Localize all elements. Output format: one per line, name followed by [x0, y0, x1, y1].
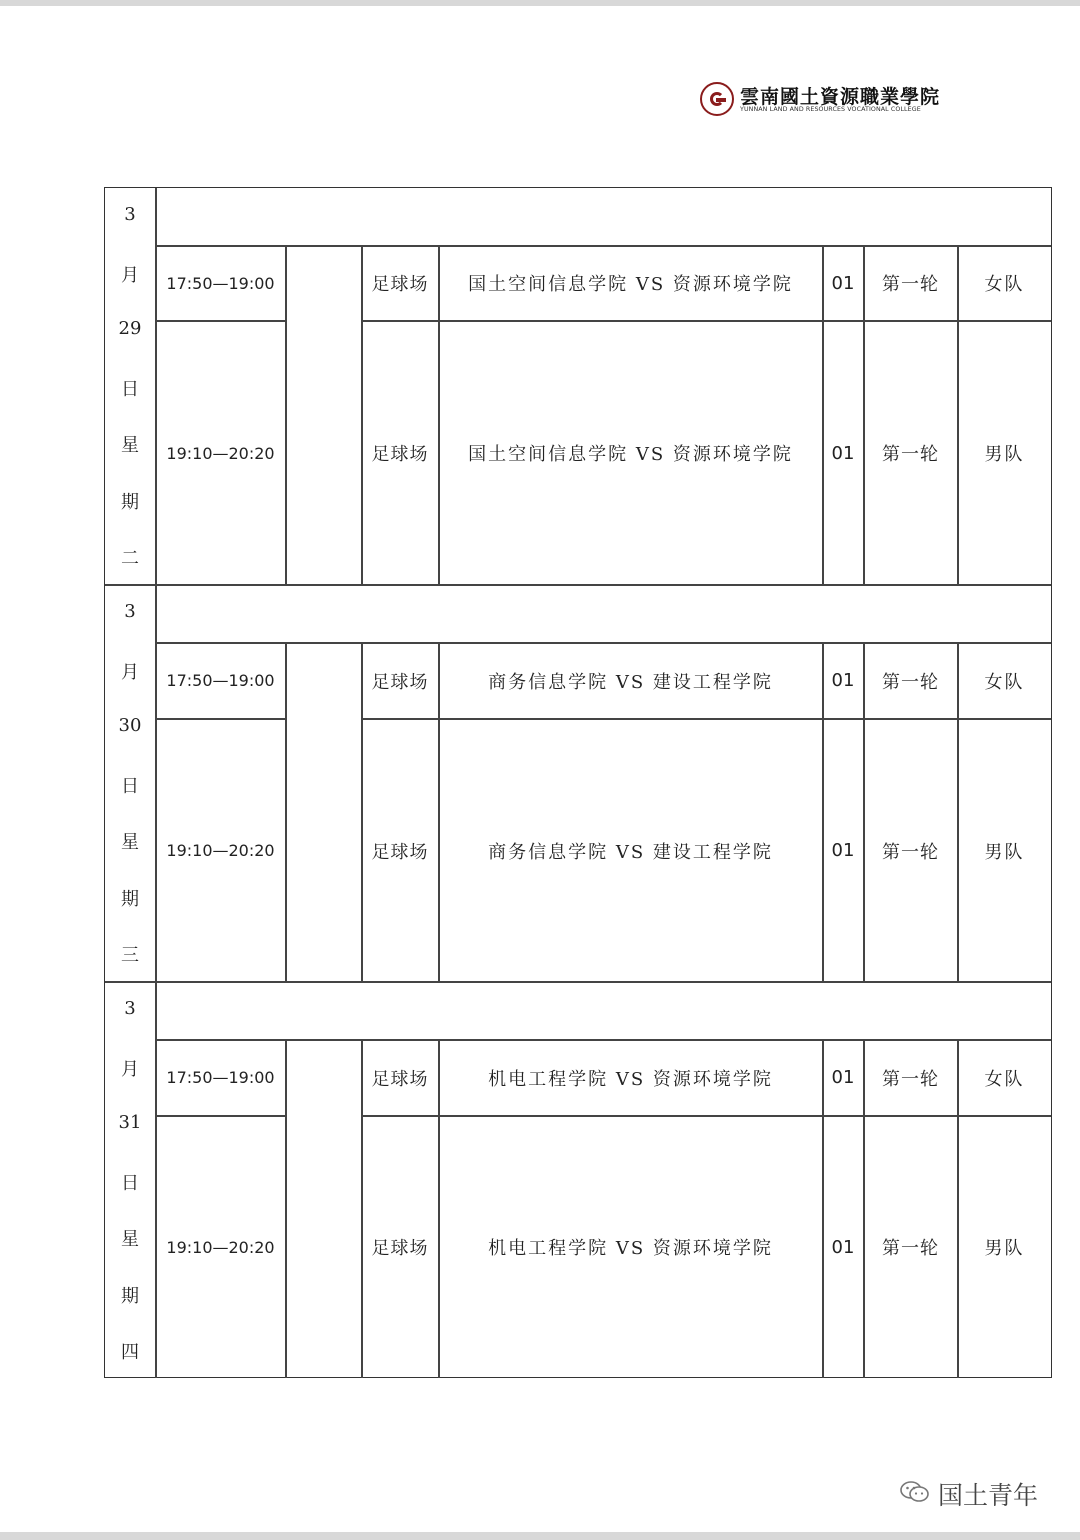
venue-cell: 足球场 — [371, 671, 429, 693]
bottom-band — [0, 1532, 1080, 1540]
date-char: 3 — [124, 998, 136, 1019]
venue-cell: 足球场 — [371, 274, 429, 295]
round-cell: 第一轮 — [882, 841, 939, 863]
match-cell: 机电工程学院 VS 资源环境学院 — [488, 1238, 773, 1259]
date-char: 二 — [121, 548, 139, 569]
college-logo — [700, 82, 941, 120]
match-cell: 国土空间信息学院 VS 资源环境学院 — [468, 274, 793, 295]
date-char: 四 — [121, 1342, 139, 1363]
number-cell: 01 — [831, 670, 855, 691]
date-cell — [105, 585, 155, 982]
date-char: 期 — [121, 492, 139, 513]
time-cell: 17:50—19:00 — [166, 273, 275, 293]
time-cell: 17:50—19:00 — [166, 671, 275, 690]
date-char: 星 — [121, 435, 139, 456]
number-cell: 01 — [831, 442, 855, 464]
date-char: 月 — [121, 662, 139, 683]
team-cell: 男队 — [984, 841, 1025, 863]
date-cell — [105, 982, 155, 1378]
wechat-account-name: 国土青年 — [938, 1481, 1039, 1510]
date-char: 期 — [121, 1286, 139, 1307]
venue-cell: 足球场 — [371, 1238, 429, 1259]
team-cell: 男队 — [984, 444, 1025, 465]
date-char: 星 — [121, 1229, 139, 1250]
time-cell: 17:50—19:00 — [166, 1068, 275, 1087]
match-cell: 国土空间信息学院 VS 资源环境学院 — [468, 444, 793, 465]
college-emblem-icon — [700, 82, 734, 116]
team-cell: 女队 — [984, 1068, 1025, 1090]
date-char: 3 — [124, 204, 136, 225]
number-cell: 01 — [831, 272, 855, 294]
wechat-icon — [900, 1480, 930, 1504]
match-cell: 商务信息学院 VS 建设工程学院 — [488, 671, 773, 693]
venue-cell: 足球场 — [371, 1068, 429, 1090]
round-cell: 第一轮 — [882, 1238, 939, 1259]
team-cell: 女队 — [984, 671, 1025, 693]
match-cell: 机电工程学院 VS 资源环境学院 — [488, 1068, 773, 1090]
date-char: 月 — [121, 265, 139, 286]
top-band — [0, 0, 1080, 6]
team-cell: 女队 — [984, 274, 1025, 295]
match-cell: 商务信息学院 VS 建设工程学院 — [488, 841, 773, 863]
date-char: 30 — [118, 715, 142, 736]
date-char: 日 — [121, 379, 139, 400]
date-char: 日 — [121, 776, 139, 797]
round-cell: 第一轮 — [882, 671, 939, 693]
logo-english-name: YUNNAN LAND AND RESOURCES VOCATIONAL COLLEGE — [740, 106, 921, 113]
time-cell: 19:10—20:20 — [166, 1237, 275, 1257]
date-char: 期 — [121, 889, 139, 910]
date-char: 星 — [121, 832, 139, 853]
date-char: 月 — [121, 1059, 139, 1080]
date-cell — [105, 188, 155, 585]
number-cell: 01 — [831, 840, 855, 861]
logo-chinese-name: 雲南國土資源職業學院 — [740, 86, 941, 108]
match-schedule-table — [104, 187, 1052, 1378]
round-cell: 第一轮 — [882, 444, 939, 465]
number-cell: 01 — [831, 1067, 855, 1088]
round-cell: 第一轮 — [882, 274, 939, 295]
date-char: 三 — [121, 945, 139, 966]
wechat-account-watermark — [900, 1474, 1060, 1510]
team-cell: 男队 — [984, 1238, 1025, 1259]
time-cell: 19:10—20:20 — [166, 443, 275, 463]
date-char: 日 — [121, 1173, 139, 1194]
date-char: 3 — [124, 601, 136, 622]
date-char: 31 — [118, 1112, 142, 1133]
round-cell: 第一轮 — [882, 1068, 939, 1090]
venue-cell: 足球场 — [371, 841, 429, 863]
number-cell: 01 — [831, 1236, 855, 1258]
time-cell: 19:10—20:20 — [166, 841, 275, 860]
date-char: 29 — [118, 318, 142, 339]
venue-cell: 足球场 — [371, 444, 429, 465]
